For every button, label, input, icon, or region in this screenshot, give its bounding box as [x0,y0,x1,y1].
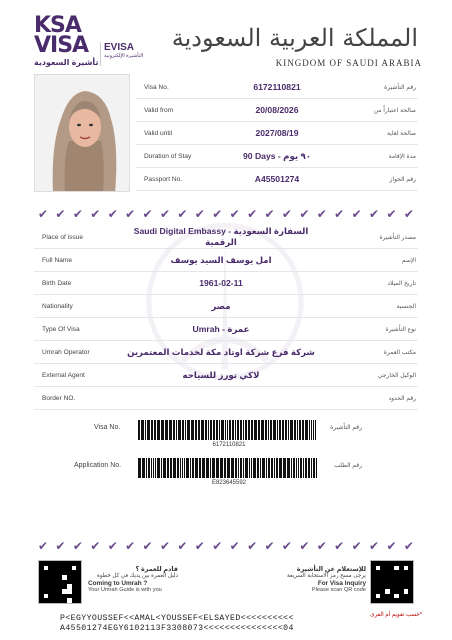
check-mark-icon: ✔ [90,207,101,221]
barcode-bar [261,420,264,440]
valid-from-row [136,99,418,122]
barcode-bar [227,420,228,440]
qr-pattern [39,561,81,603]
barcode-bar [182,458,183,478]
barcode-bar [249,458,250,478]
barcode-bar [177,458,179,478]
barcode-bar [293,458,295,478]
barcode-bar [315,420,316,440]
barcode-bar [151,458,152,478]
field-label-arabic: مصدر التأشيرة [379,234,416,241]
check-mark-icon: ✔ [247,539,258,553]
field-label: Visa No. [144,83,169,91]
barcode-bar [309,420,310,440]
barcode-bar [288,420,289,440]
barcode-bar [276,458,278,478]
barcode-bar [173,420,175,440]
umrah-guide-text [88,566,178,594]
barcode-bar [153,458,154,478]
barcode-bar [167,458,169,478]
portrait-image [35,75,130,192]
check-mark-icon: ✔ [264,207,275,221]
check-mark-icon: ✔ [142,207,153,221]
barcode-bar [268,420,269,440]
field-label: Valid from [144,106,174,114]
barcode-bar [240,420,242,440]
check-mark-icon: ✔ [229,539,240,553]
field-label: Type Of Visa [42,325,80,333]
barcode-bar [257,458,259,478]
barcode-bar [187,420,190,440]
barcode-bar [148,458,150,478]
check-mark-icon: ✔ [316,539,327,553]
barcode-bar [216,458,219,478]
field-label-arabic: الوكيل الخارجي [377,372,416,379]
barcode-bar [290,420,293,440]
barcode-bar [253,458,256,478]
barcode-bar [291,458,292,478]
check-mark-icon: ✔ [369,539,380,553]
barcode-bar [273,420,276,440]
barcode-bar [271,458,273,478]
check-mark-icon: ✔ [281,207,292,221]
field-label-arabic: الإسم [401,257,416,264]
barcode-bar [313,420,314,440]
barcode-bar [229,420,231,440]
barcode-bar [176,420,177,440]
ksa-logo-line2: VISA [34,33,89,58]
barcode-bar [180,458,181,478]
barcode-label-arabic: رقم التأشيرة [330,425,362,431]
barcode-bar [268,458,270,478]
field-value: مصر [211,300,231,311]
barcode-bar [251,458,252,478]
field-label: Place of issue [42,233,84,241]
nationality-row [34,295,418,318]
check-mark-icon: ✔ [369,207,380,221]
check-mark-icon: ✔ [334,207,345,221]
barcode-bar [227,458,230,478]
barcode-bar [219,420,220,440]
visa-inquiry-title-ar: للإستعلام عن التأشيرة [296,566,366,573]
check-mark-icon: ✔ [55,539,66,553]
calendar-note: *حسب تقويم أم القرى [370,612,422,618]
umrah-guide-sub-en: Your Umrah Guide is with you [88,587,162,593]
umrah-guide-title-en: Coming to Umrah ? [88,580,148,587]
barcode-bar [202,458,205,478]
barcode-bar [240,458,242,478]
barcode-label: Application No. [74,462,122,469]
barcode-bar [303,458,304,478]
barcode-bar [147,420,150,440]
logo-divider [100,42,101,66]
barcode-number: E823645592 [211,480,247,486]
check-mark-icon: ✔ [351,207,362,221]
visa-inquiry-sub-en: Please scan QR code [311,587,366,593]
check-mark-icon: ✔ [351,539,362,553]
field-label: Umrah Operator [42,348,90,356]
field-label: Full Name [42,256,73,264]
barcode-bar [248,420,250,440]
check-mark-icon: ✔ [403,207,414,221]
check-mark-icon: ✔ [212,207,223,221]
duration-row [136,145,418,168]
field-label-arabic: صالحة لغاية [387,130,416,137]
check-mark-icon: ✔ [281,539,292,553]
check-mark-icon: ✔ [403,539,414,553]
field-label-arabic: رقم التأشيرة [384,84,416,91]
umrah-guide-sub-ar: دليل العمرة بين يديك في كل خطوة [96,573,178,579]
full-name-row [34,249,418,272]
barcode-bar [243,458,244,478]
field-value: A45501274 [254,174,300,184]
barcode-bar [224,458,226,478]
barcode-bar [151,420,153,440]
details-table [34,226,418,410]
umrah-guide-qr-code [38,560,82,604]
barcode-bar [294,420,296,440]
check-mark-icon: ✔ [386,539,397,553]
barcode-bar [201,420,204,440]
barcode-bar [190,458,191,478]
barcode-bar [245,420,247,440]
ksa-logo-line1: KSA [34,13,81,38]
barcode-bar [254,420,257,440]
check-mark-icon: ✔ [299,207,310,221]
mrz-line-2: A45501274EGY6102113F3308073<<<<<<<<<<<<<<<04 [60,624,294,633]
check-mark-icon: ✔ [194,207,205,221]
barcode-bar [266,458,267,478]
barcode-bar [302,420,304,440]
barcode-bar [279,458,282,478]
evisa-logo-arabic: التأشيرة الإلكترونية [104,53,144,59]
barcode-bar [313,458,315,478]
check-mark-icon: ✔ [247,207,258,221]
external-agent-row [34,364,418,387]
barcode-bar [178,420,181,440]
barcode-bar [232,420,234,440]
field-label: Valid until [144,129,173,137]
barcode-bar [279,420,281,440]
ksa-logo-arabic: تأشيرة السعودية [34,58,99,67]
barcode-bar [262,458,265,478]
barcode-bar [213,420,215,440]
barcode-bar [184,458,185,478]
check-divider-top [34,206,418,222]
barcode-bar [161,458,162,478]
barcode-bar [191,420,194,440]
barcode-bar [208,420,209,440]
application-barcode [138,458,320,478]
check-mark-icon: ✔ [212,539,223,553]
barcode-bar [138,458,141,478]
visa-inquiry-qr-code [370,560,414,604]
barcode-bar [220,458,223,478]
barcode-bar [212,458,215,478]
barcode-bar [283,458,286,478]
check-mark-icon: ✔ [125,539,136,553]
barcode-bar [297,420,298,440]
barcode-bar [305,458,307,478]
barcode-bar [237,420,239,440]
check-divider-bottom [34,538,418,554]
barcode-bar [238,458,239,478]
field-label: Passport No. [144,175,183,183]
evisa-logo [104,42,146,59]
barcode-bar [146,458,147,478]
barcode-bar [199,458,201,478]
barcode-bar [170,458,172,478]
check-mark-icon: ✔ [125,207,136,221]
field-label: Border NO. [42,394,76,402]
barcode-bar [265,420,267,440]
field-label-arabic: رقم الجواز [389,176,416,183]
visa-inquiry-text [280,566,366,594]
check-mark-icon: ✔ [72,207,83,221]
check-mark-icon: ✔ [334,539,345,553]
barcode-bar [198,420,200,440]
evisa-logo-text: EVISA [104,42,135,53]
check-mark-icon: ✔ [229,207,240,221]
umrah-guide-title-ar: قادم للعمرة ؟ [135,566,178,573]
barcode-bar [296,458,297,478]
check-mark-icon: ✔ [177,539,188,553]
field-label-arabic: مدة الإقامة [388,153,416,160]
barcode-bar [186,458,189,478]
birth-date-row [34,272,418,295]
field-label: External Agent [42,371,85,379]
field-label: Nationality [42,302,73,310]
field-label-arabic: نوع التأشيرة [385,326,416,333]
barcode-bar [282,420,284,440]
field-label: Duration of Stay [144,152,192,160]
barcode-bar [182,420,184,440]
check-mark-icon: ✔ [386,207,397,221]
check-mark-icon: ✔ [194,539,205,553]
barcode-bar [173,458,176,478]
barcode-bar [165,420,168,440]
visa-barcode [138,420,320,440]
field-value: شركة فرع شركة اوتاد مكة لخدمات المعتمرين [127,346,315,357]
field-value: Saudi Digital Embassy - السفارة السعودية الرقمية [133,226,309,247]
barcode-bar [287,458,290,478]
mrz-line-1: P<EGYYOUSSEF<<AMAL<YOUSSEF<ELSAYED<<<<<<<<<< [60,614,294,623]
top-info-table [136,76,418,191]
application-barcode-row [34,458,418,502]
passport-photo [34,74,130,192]
field-label-arabic: صالحة اعتباراً من [373,107,416,114]
barcode-label-arabic: رقم الطلب [334,463,362,469]
barcode-number: 6172110821 [212,442,246,448]
kingdom-arabic-title: المملكة العربية السعودية [171,24,418,52]
visa-type-row [34,318,418,341]
barcode-bar [316,458,317,478]
barcode-bar [270,420,272,440]
check-mark-icon: ✔ [177,207,188,221]
check-mark-icon: ✔ [38,539,49,553]
field-value: Umrah - عمرة [192,323,250,334]
check-mark-icon: ✔ [316,207,327,221]
barcode-bar [210,420,212,440]
barcode-bar [300,458,302,478]
check-mark-icon: ✔ [90,539,101,553]
check-mark-icon: ✔ [299,539,310,553]
barcode-bar [205,420,207,440]
barcode-bar [308,458,310,478]
field-value: 90 Days - ٩٠ يوم [243,150,311,161]
field-value: 6172110821 [253,82,301,92]
field-value: امل يوسف السيد يوسف [170,254,272,265]
barcode-bar [298,458,299,478]
barcode-bar [285,420,287,440]
barcode-bar [258,420,260,440]
barcode-bar [195,420,197,440]
barcode-bar [138,420,140,440]
check-mark-icon: ✔ [264,539,275,553]
barcode-bar [221,420,224,440]
visa-number-row [136,76,418,99]
barcode-bar [163,458,166,478]
barcode-bar [192,458,194,478]
check-mark-icon: ✔ [55,207,66,221]
qr-module [408,598,413,603]
barcode-bar [141,420,144,440]
field-label-arabic: الجنسية [396,303,416,310]
barcode-bar [231,458,234,478]
barcode-bar [155,458,156,478]
kingdom-english-title: KINGDOM OF SAUDI ARABIA [275,58,422,68]
field-label-arabic: رقم الحدود [388,395,416,402]
qr-module [76,598,81,603]
barcode-bar [299,420,301,440]
barcode-bar [235,420,236,440]
barcode-bar [142,458,145,478]
field-value: لاكي تورز للسياحه [182,369,260,380]
barcode-bar [274,458,275,478]
field-label-arabic: تاريخ الميلاد [387,280,416,287]
border-number-row [34,387,418,410]
check-mark-icon: ✔ [38,207,49,221]
qr-pattern [371,561,413,603]
barcode-bar [157,420,160,440]
field-value: 1961-02-11 [199,278,243,288]
barcode-bar [305,420,308,440]
passport-number-row [136,168,418,191]
barcode-bar [206,458,209,478]
barcode-bar [216,420,218,440]
check-mark-icon: ✔ [107,207,118,221]
barcode-bar [195,458,198,478]
check-mark-icon: ✔ [159,207,171,221]
visa-inquiry-sub-ar: يرجى مسح رمز الاستجابة السريعة [287,573,366,579]
check-mark-icon: ✔ [142,539,153,553]
barcode-bar [251,420,253,440]
barcode-bar [235,458,237,478]
barcode-bar [311,458,312,478]
place-of-issue-row [34,226,418,249]
barcode-bar [260,458,261,478]
barcode-bar [225,420,226,440]
field-label-arabic: مكتب العمرة [383,349,416,356]
barcode-bar [169,420,172,440]
barcode-bar [185,420,186,440]
barcode-bar [277,420,278,440]
field-label: Birth Date [42,279,72,287]
barcode-bar [243,420,244,440]
barcode-bar [157,458,160,478]
check-mark-icon: ✔ [107,539,118,553]
barcode-bar [245,458,248,478]
valid-until-row [136,122,418,145]
barcode-bar [210,458,211,478]
machine-readable-zone [60,614,294,634]
visa-inquiry-title-en: For Visa Inquiry [317,580,366,587]
barcode-bar [154,420,156,440]
umrah-operator-row [34,341,418,364]
barcode-bar [145,420,146,440]
check-mark-icon: ✔ [72,539,83,553]
field-value: 20/08/2026 [255,105,299,115]
barcode-label: Visa No. [94,424,121,431]
check-mark-icon: ✔ [159,539,171,553]
field-value: 2027/08/19 [255,128,299,138]
barcode-bar [311,420,312,440]
barcode-bar [161,420,164,440]
